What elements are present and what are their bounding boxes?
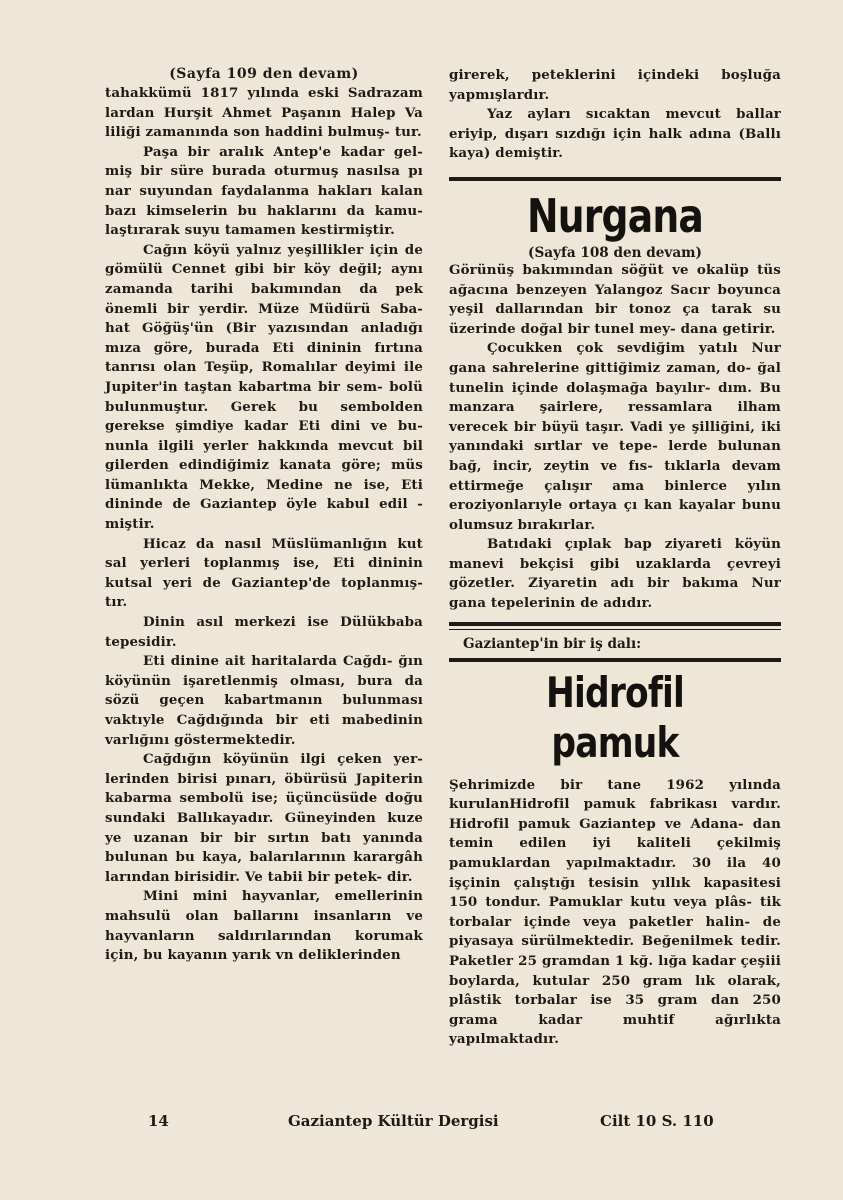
paragraph: Cağdığın köyünün ilgi çeken yer- lerinden birisi pınarı, öbürüsü Japiterin kabarma sembolü ise; üçüncüsüde doğu sundaki Ballıkayadır. Güneyinden kuze ye uzanan bir bir sırtın batı yanında bulunan bu kaya, balarılarının karargâh larından birisidir. Ve tabii bir petek- dir. — [105, 751, 423, 885]
page-number: 14 — [148, 1112, 169, 1130]
headline-hidrofil-pamuk: Hidrofil pamuk — [546, 667, 684, 767]
paragraph: Yaz ayları sıcaktan mevcut ballar eriyip, dışarı sızdığı için halk adına (Ballı kaya) demiştir. — [449, 106, 781, 162]
paragraph: Çocukken çok sevdiğim yatılı Nur gana sahrelerine gittiğimiz zaman, do- ğal tunelin içinde dolaşmağa bayılır- dım. Bu manzara şairlere, ressamlara ilham verecek bir büyü taşır. Vadi ye şilliğini, iki yanındaki sırtlar ve tepe- lerde bulunan bağ, incir, zeytin ve fıs- tıklarla devam ettirmeğe çalışır ama binlerce yılın eroziyonlarıyle ortaya çı kan kayalar bunu olumsuz bırakırlar. — [449, 340, 781, 533]
divider — [449, 658, 781, 662]
paragraph: Cağın köyü yalnız yeşillikler için de gömülü Cennet gibi bir köy değil; aynı zamanda tarihi bakımından da pek önemli bir yerdir. Müze Müdürü Saba- hat Göğüş'ün (Bir yazısından anladığı mıza göre, burada Eti dininin fırtına tanrısı olan Teşüp, Romalılar deyimi ile Jupiter'in taştan kabartma bir sem- bolü bulunmuştur. Gerek bu sembolden gerekse şimdiye kadar Eti dini ve bu- nunla ilgili yerler hakkında mevcut bil gilerden edindiğimiz kanata göre; müs lümanlıkta Mekke, Medine ne ise, Eti dininde de Gaziantep öyle kabul edil - miştir. — [105, 241, 423, 533]
paragraph: Şehrimizde bir tane 1962 yılında kurulanHidrofil pamuk fabrikası vardır. Hidrofil pamuk Gaziantep ve Adana- dan temin edilen iyi kaliteli çekilmiş pamuklardan yapılmaktadır. 30 ila 40 işçinin çalıştığı tesisin yıllık kapasitesi 150 tondur. Pamuklar kutu veya plâs- tik torbalar içinde veya paketler halin- de piyasaya sürülmektedir. Beğenilmek tedir. Paketler 25 gramdan 1 kğ. lığa kadar çeşiii boylarda, kutular 250 gram lık olarak, plâstik torbalar ise 35 gram dan 250 grama kadar muhtif ağırlıkta yapılmaktadır. — [449, 776, 781, 1048]
paragraph: Mini mini hayvanlar, emellerinin mahsulü olan ballarını insanların ve hayvanların saldırılarından korumak için, bu kayanın yarık vn deliklerinden — [105, 888, 423, 964]
volume-issue: Cilt 10 S. 110 — [600, 1112, 714, 1130]
paragraph: tahakkümü 1817 yılında eski Sadrazam lardan Hurşit Ahmet Paşanın Halep Va liliği zamanında son haddini bulmuş- tur. — [105, 85, 423, 141]
continuation-subheader: (Sayfa 108 den devam) — [528, 244, 702, 261]
paragraph: Batıdaki çıplak bap ziyareti köyün manevi bekçisi gibi uzaklarda çevreyi gözetler. Ziyaretin adı bir bakıma Nur gana tepelerinin de adıdır. — [449, 536, 781, 612]
divider — [449, 622, 781, 626]
divider — [449, 177, 781, 181]
magazine-title: Gaziantep Kültür Dergisi — [288, 1112, 499, 1130]
paragraph: girerek, peteklerini içindeki boşluğa yapmışlardır. — [449, 67, 781, 103]
paragraph: Paşa bir aralık Antep'e kadar gel- miş bir süre burada oturmuş nasılsa pı nar suyundan faydalanma hakları kalan bazı kimselerin bu haklarını da kamu- laştırarak suyu tamamen kestirmiştir. — [105, 143, 423, 239]
right-column — [449, 66, 781, 1050]
paragraph: Eti dinine ait haritalarda Cağdı- ğın köyünün işaretlenmiş olması, bura da sözü geçen kabartmanın bulunması vaktıyle Cağdığında bir eti mabedinin varlığını göstermektedir. — [105, 653, 423, 748]
paragraph: Hicaz da nasıl Müslümanlığın kut sal yerleri toplanmış ise, Eti dininin kutsal yeri de Gaziantep'de toplanmış- tır. — [105, 535, 423, 611]
divider — [449, 629, 781, 630]
section-label: Gaziantep'in bir iş dalı: — [463, 635, 642, 652]
paragraph: Dinin asıl merkezi ise Dülükbaba tepesidir. — [105, 614, 423, 650]
paragraph: Görünüş bakımından söğüt ve okalüp tüs ağacına benzeyen Yalangoz Sacır boyunca yeşil dallarından bir tonoz ça tarak su üzerinde doğal bir tunel mey- dana getirir. — [449, 261, 781, 337]
headline-nurgana: Nurgana — [526, 188, 704, 243]
left-column — [105, 66, 423, 966]
continuation-header: (Sayfa 109 den devam) — [169, 66, 359, 82]
